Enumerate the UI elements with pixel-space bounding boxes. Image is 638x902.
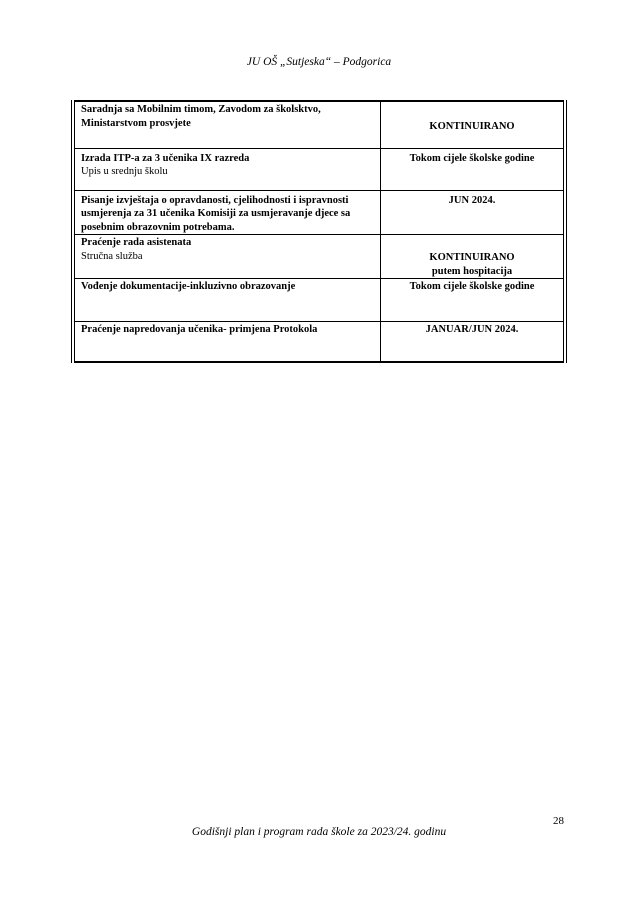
task-text: Izrada ITP-a za 3 učenika IX razreda <box>81 152 250 164</box>
task-text: Ministarstvom prosvjete <box>81 117 191 129</box>
table-row <box>73 322 565 362</box>
time-cell <box>381 148 566 190</box>
activities-table <box>71 100 567 363</box>
table-row <box>73 235 565 279</box>
task-subtext: Stručna služba <box>81 250 143 262</box>
task-cell <box>73 322 381 362</box>
time-cell <box>381 190 566 235</box>
time-text: KONTINUIRANO <box>429 121 515 132</box>
time-text: Tokom cijele školske godine <box>409 281 535 292</box>
page-footer: Godišnji plan i program rada škole za 2023/24. godinu <box>191 826 447 838</box>
task-cell <box>73 101 381 148</box>
task-text: usmjerenja za 31 učenika Komisiji za usmjeravanje djece sa <box>81 208 351 219</box>
time-cell <box>381 322 566 362</box>
page-header: JU OŠ „Sutjeska“ – Podgorica <box>246 56 392 68</box>
time-text: JANUAR/JUN 2024. <box>425 324 519 335</box>
task-text: Praćenje rada asistenata <box>81 237 192 248</box>
task-text: Saradnja sa Mobilnim timom, Zavodom za školsktvo, <box>81 104 321 115</box>
time-cell <box>381 235 566 279</box>
table-row <box>73 190 565 235</box>
time-text: KONTINUIRANO <box>429 252 515 263</box>
task-cell <box>73 190 381 235</box>
time-text: JUN 2024. <box>448 194 496 206</box>
table-row <box>73 101 565 148</box>
task-subtext: Upis u srednju školu <box>81 166 168 177</box>
task-text: Praćenje napredovanja učenika- primjena Protokola <box>81 324 318 335</box>
task-text: Pisanje izvještaja o opravdanosti, cjelihodnosti i ispravnosti <box>81 194 349 206</box>
task-cell <box>73 148 381 190</box>
page-number: 28 <box>553 815 564 827</box>
time-cell <box>381 101 566 148</box>
task-cell <box>73 279 381 322</box>
time-text: putem hospitacija <box>431 265 513 277</box>
time-cell <box>381 279 566 322</box>
task-text: Vođenje dokumentacije-inkluzivno obrazovanje <box>81 281 296 292</box>
table-row <box>73 148 565 190</box>
time-text: Tokom cijele školske godine <box>409 152 535 164</box>
task-cell <box>73 235 381 279</box>
table-row <box>73 279 565 322</box>
task-text: posebnim obrazovnim potrebama. <box>81 221 235 233</box>
